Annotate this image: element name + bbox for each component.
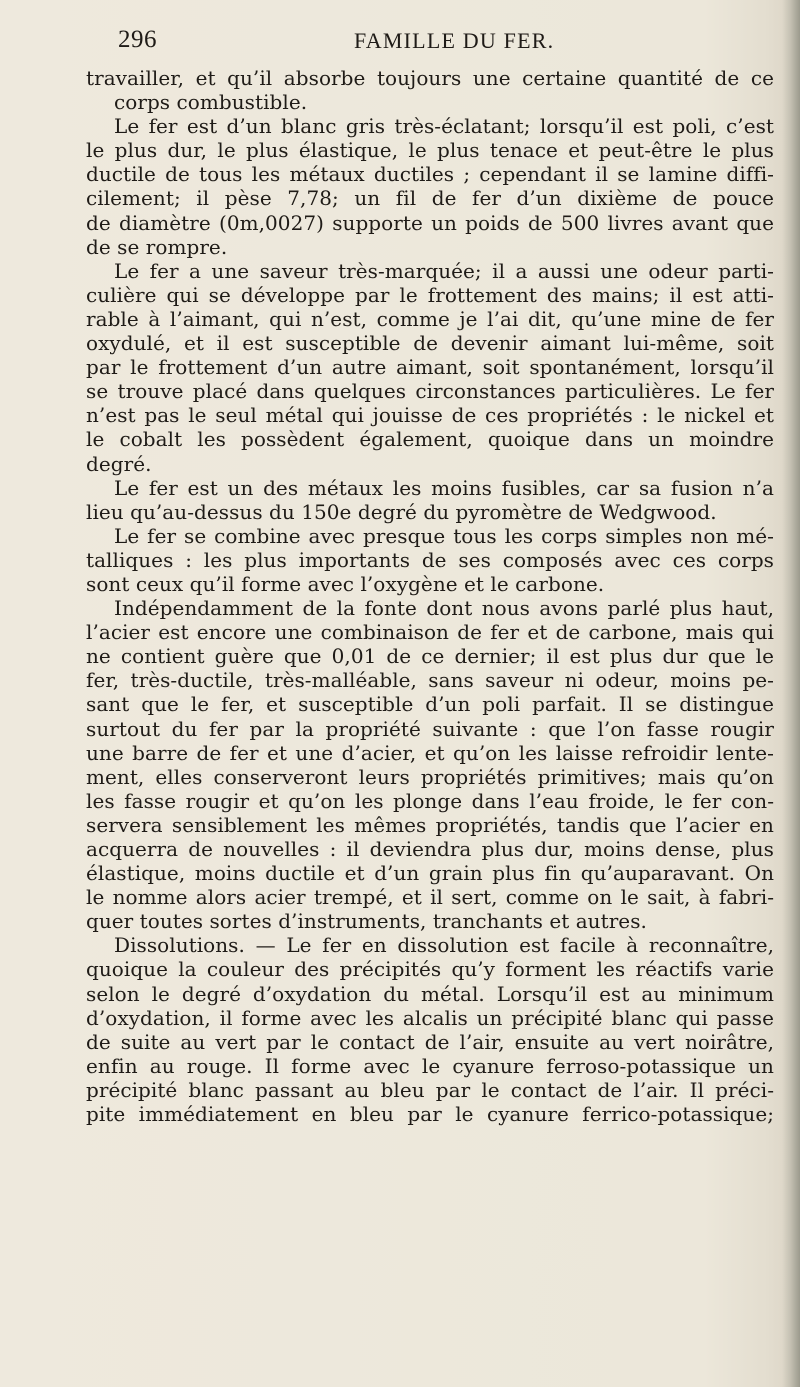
text-line: travailler, et qu’il absorbe toujours une certaine quantité de ce: [86, 66, 774, 90]
text-line: ment, elles conserveront leurs propriétés primitives; mais qu’on: [86, 764, 774, 789]
text-line: Le fer est d’un blanc gris très-éclatant; lorsqu’il est poli, c’est: [114, 114, 774, 139]
text-line: acquerra de nouvelles : il deviendra plus dur, moins dense, plus: [86, 837, 774, 861]
text-line: rable à l’aimant, qui n’est, comme je l’ai dit, qu’une mine de fer: [86, 306, 774, 331]
text-line: quoique la couleur des précipités qu’y forment les réactifs varie: [86, 957, 774, 982]
text-line: talliques : les plus importants de ses composés avec ces corps: [86, 547, 774, 572]
text-line: culière qui se développe par le frottement des mains; il est atti-: [86, 282, 774, 307]
text-line: le plus dur, le plus élastique, le plus tenace et peut-être le plus: [86, 138, 774, 163]
text-line: se trouve placé dans quelques circonstances particulières. Le fer: [86, 379, 774, 404]
text-line: sont ceux qu’il forme avec l’oxygène et le carbone.: [86, 571, 605, 596]
text-line: de suite au vert par le contact de l’air, ensuite au vert noirâtre,: [86, 1029, 774, 1054]
text-line: élastique, moins ductile et d’un grain plus fin qu’auparavant. On: [86, 861, 774, 886]
text-line: Le fer a une saveur très-marquée; il a aussi une odeur parti-: [114, 258, 774, 283]
text-line: servera sensiblement les mêmes propriétés, tandis que l’acier en: [86, 812, 774, 837]
page-header: [118, 20, 718, 60]
text-line: d’oxydation, il forme avec les alcalis un précipité blanc qui passe: [86, 1005, 774, 1030]
text-line: une barre de fer et une d’acier, et qu’on les laisse refroidir lente-: [86, 740, 774, 765]
text-line: corps combustible.: [114, 90, 308, 115]
text-line: ne contient guère que 0,01 de ce dernier; il est plus dur que le: [86, 644, 774, 669]
text-line: le nomme alors acier trempé, et il sert, comme on le sait, à fabri-: [86, 885, 774, 910]
text-line: selon le degré d’oxydation du métal. Lorsqu’il est au minimum: [86, 981, 774, 1006]
text-line: n’est pas le seul métal qui jouisse de ces propriétés : le nickel et: [86, 403, 774, 428]
page-number: 296: [118, 26, 157, 53]
text-line: précipité blanc passant au bleu par le contact de l’air. Il préci-: [86, 1077, 774, 1102]
running-title: FAMILLE DU FER.: [354, 28, 555, 53]
text-line: l’acier est encore une combinaison de fer et de carbone, mais qui: [86, 620, 774, 645]
text-line: lieu qu’au-dessus du 150e degré du pyromètre de Wedgwood.: [86, 499, 717, 524]
text-line: quer toutes sortes d’instruments, tranchants et autres.: [86, 909, 647, 934]
body-text: [86, 66, 774, 1126]
page-edge-shadow: [782, 0, 800, 1387]
text-line: les fasse rougir et qu’on les plonge dans l’eau froide, le fer con-: [86, 788, 774, 813]
text-line: cilement; il pèse 7,78; un fil de fer d’un dixième de pouce: [86, 186, 774, 211]
text-line: Dissolutions. — Le fer en dissolution est facile à reconnaître,: [114, 933, 774, 958]
text-line: le cobalt les possèdent également, quoique dans un moindre: [86, 427, 774, 452]
text-line: surtout du fer par la propriété suivante : que l’on fasse rougir: [86, 716, 774, 741]
text-line: oxydulé, et il est susceptible de devenir aimant lui-même, soit: [86, 331, 774, 356]
text-line: de diamètre (0m,0027) supporte un poids de 500 livres avant que: [86, 210, 774, 235]
text-line: Indépendamment de la fonte dont nous avons parlé plus haut,: [114, 596, 774, 621]
text-line: ductile de tous les métaux ductiles ; cependant il se lamine diffi-: [86, 162, 774, 187]
text-line: degré.: [86, 451, 152, 476]
text-line: sant que le fer, et susceptible d’un poli parfait. Il se distingue: [86, 692, 774, 717]
text-line: Le fer est un des métaux les moins fusibles, car sa fusion n’a: [114, 475, 774, 500]
text-line: par le frottement d’un autre aimant, soit spontanément, lorsqu’il: [86, 355, 774, 380]
text-line: Le fer se combine avec presque tous les corps simples non mé-: [114, 523, 774, 548]
text-line: pite immédiatement en bleu par le cyanure ferrico-potassique;: [86, 1102, 774, 1127]
text-line: enfin au rouge. Il forme avec le cyanure ferroso-potassique un: [86, 1053, 774, 1078]
text-line: de se rompre.: [86, 234, 228, 259]
text-line: fer, très-ductile, très-malléable, sans saveur ni odeur, moins pe-: [86, 668, 774, 693]
